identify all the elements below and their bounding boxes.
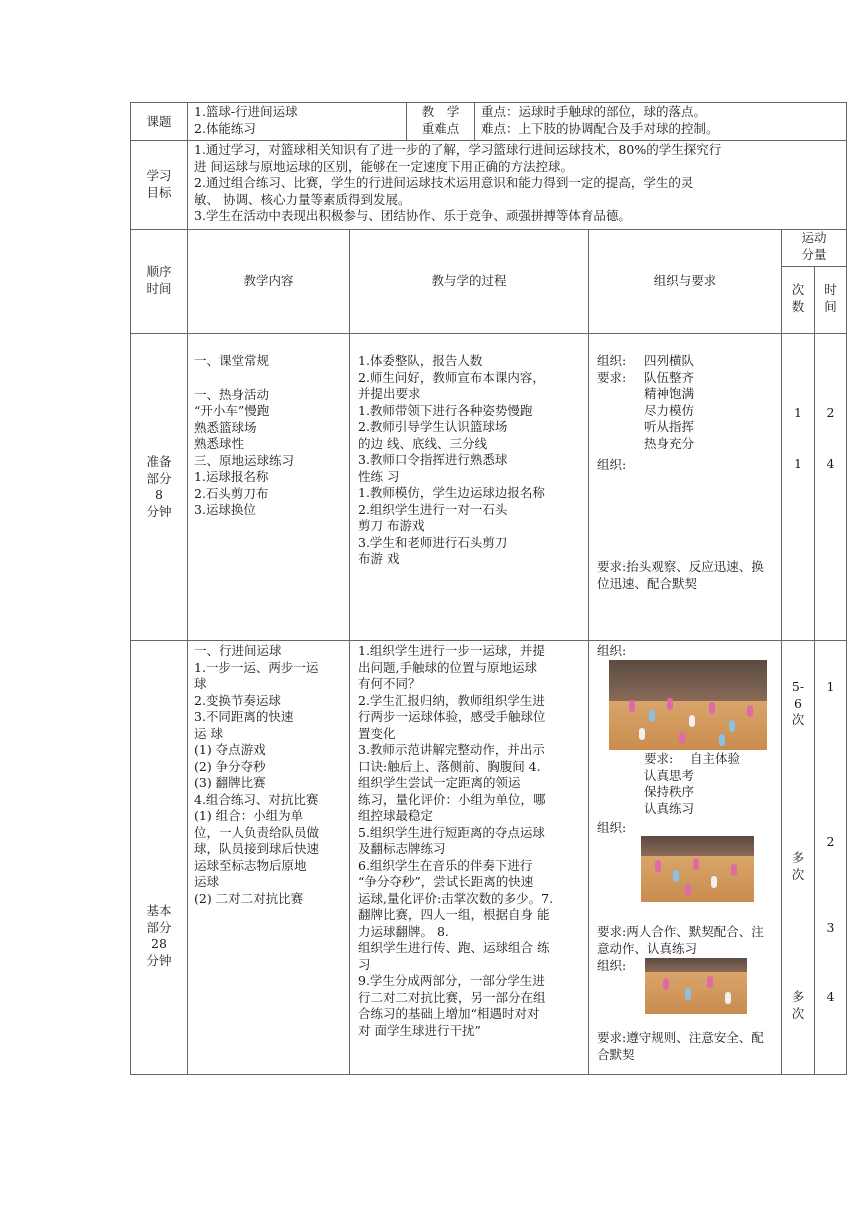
prep-duration-2: 4	[826, 456, 835, 471]
prep-section-label: 准备 部分 8 分钟	[146, 454, 172, 519]
prep-process: 1.体委整队，报告人数 2.师生问好，教师宣布本课内容， 并提出要求 1.教师带领下进行各种姿势慢跑 2.教师引导学生认识篮球场 的边 线、底线、三分线 3.教师口令指挥进行熟悉球 性练 习 1.教师模仿，学生边运球边报名称 2.组织学生进行一对一石头 剪刀 布游戏 3.学生和老师进行石头剪刀 布游 戏	[358, 353, 545, 566]
topic-label: 课题	[146, 114, 172, 129]
basketball-practice-photo-2	[641, 836, 754, 902]
basketball-practice-photo-3	[645, 958, 747, 1014]
main-duration-2: 2	[826, 834, 835, 849]
main-org-label-2: 组织:	[597, 820, 627, 835]
key-difficulty-label: 教 学 重难点	[421, 104, 460, 136]
main-org-label-1: 组织:	[597, 643, 627, 658]
main-section-label: 基本 部分 28 分钟	[146, 903, 172, 968]
exercise-load-header: 运动 分量	[801, 230, 827, 262]
order-time-header: 顺序 时间	[146, 264, 172, 296]
main-content: 一、行进间运球 1.一步一运、两步一运 球 2.变换节奏运球 3.不同距离的快速 运 球 (1) 夺点游戏 (2) 争分夺秒 (3) 翻牌比赛 4.组合练习、对抗比赛 (1) 组合：小组为单 位，一人负责给队员做 球，队员接到球后快速 运球至标志物后原地 运球 (2) 二对二对抗比赛	[194, 643, 320, 906]
organization-header: 组织与要求	[653, 273, 717, 288]
content-header: 教学内容	[243, 273, 294, 288]
main-req-3: 要求:遵守规则、注意安全、配 合默契	[597, 1030, 764, 1062]
key-points: 重点：运球时手触球的部位，球的落点。 难点：上下肢的协调配合及手对球的控制。	[481, 104, 719, 136]
process-header: 教与学的过程	[431, 273, 507, 288]
prep-org-label-2: 组织:	[597, 457, 627, 472]
prep-duration-1: 2	[826, 405, 835, 420]
main-req-1-items: 自主体验 认真思考 保持秩序 认真练习	[644, 751, 741, 816]
topic-items: 1.篮球-行进间运球 2.体能练习	[194, 104, 298, 136]
main-duration-4: 4	[826, 989, 835, 1004]
prep-content: 一、课堂常规 一、热身活动 “开小车”慢跑 熟悉篮球场 熟悉球性 三、原地运球练习 1.运球报名称 2.石头剪刀布 3.运球换位	[194, 353, 295, 517]
main-times-2: 多 次	[791, 850, 805, 882]
duration-header: 时 间	[824, 282, 837, 314]
basketball-practice-photo-1	[609, 660, 767, 750]
main-duration-1: 1	[826, 679, 835, 694]
prep-org-items: 四列横队 队伍整齐 精神饱满 尽力模仿 听从指挥 热身充分	[644, 353, 695, 451]
main-times-1: 5- 6 次	[791, 679, 805, 727]
goals-text: 1.通过学习，对篮球相关知识有了进一步的了解，学习篮球行进间运球技术，80%的学生探究行 进 间运球与原地运球的区别，能够在一定速度下用正确的方法控球。 2.通过组合练习、比赛，学生的行进间运球技术运用意识和能力得到一定的提高，学生的灵 敏、 协调、核心力量等素质得到发展。 3.学生在活动中表现出积极参与、团结协作、乐于竞争、顽强拼搏等体育品德。	[194, 142, 722, 223]
main-org-label-3: 组织:	[597, 958, 627, 973]
main-req-2: 要求:两人合作、默契配合、注 意动作、认真练习	[597, 924, 764, 956]
times-header: 次 数	[791, 282, 805, 314]
prep-times-2: 1	[794, 456, 802, 471]
goals-label: 学习 目标	[146, 168, 172, 200]
main-process: 1.组织学生进行一步一运球，并提 出问题,手触球的位置与原地运球 有何不同？ 2.学生汇报归纳，教师组织学生进 行两步一运球体验，感受手触球位 置变化 3.教师示范讲解完整动作，并出示 口诀:触后上、落侧前、胸腹间 4. 组织学生尝试一定距离的领运 练习，量化评价：小组为单位，哪 组控球最稳定 5.组织学生进行短距离的夺点运球 及翻标志牌练习 6.组织学生在音乐的伴奏下进行 “争分夺秒”，尝试长距离的快速 运球,量化评价:击掌次数的多少。7. 翻牌比赛，四人一组，根据自身 能 力运球翻牌。 8. 组织学生进行传、跑、运球组合 练 习 9.学生分成两部分，一部分学生进 行二对二对抗比赛，另一部分在组 合练习的基础上增加“相遇时对对 对 面学生球进行干扰”	[358, 643, 554, 1038]
prep-org-label-1: 组织: 要求:	[597, 353, 627, 385]
main-duration-3: 3	[826, 920, 835, 935]
prep-requirement: 要求:抬头观察、反应迅速、换 位迅速、配合默契	[597, 559, 764, 591]
main-times-3: 多 次	[791, 989, 805, 1021]
prep-times-1: 1	[794, 405, 802, 420]
main-req-1-label: 要求:	[644, 751, 674, 766]
